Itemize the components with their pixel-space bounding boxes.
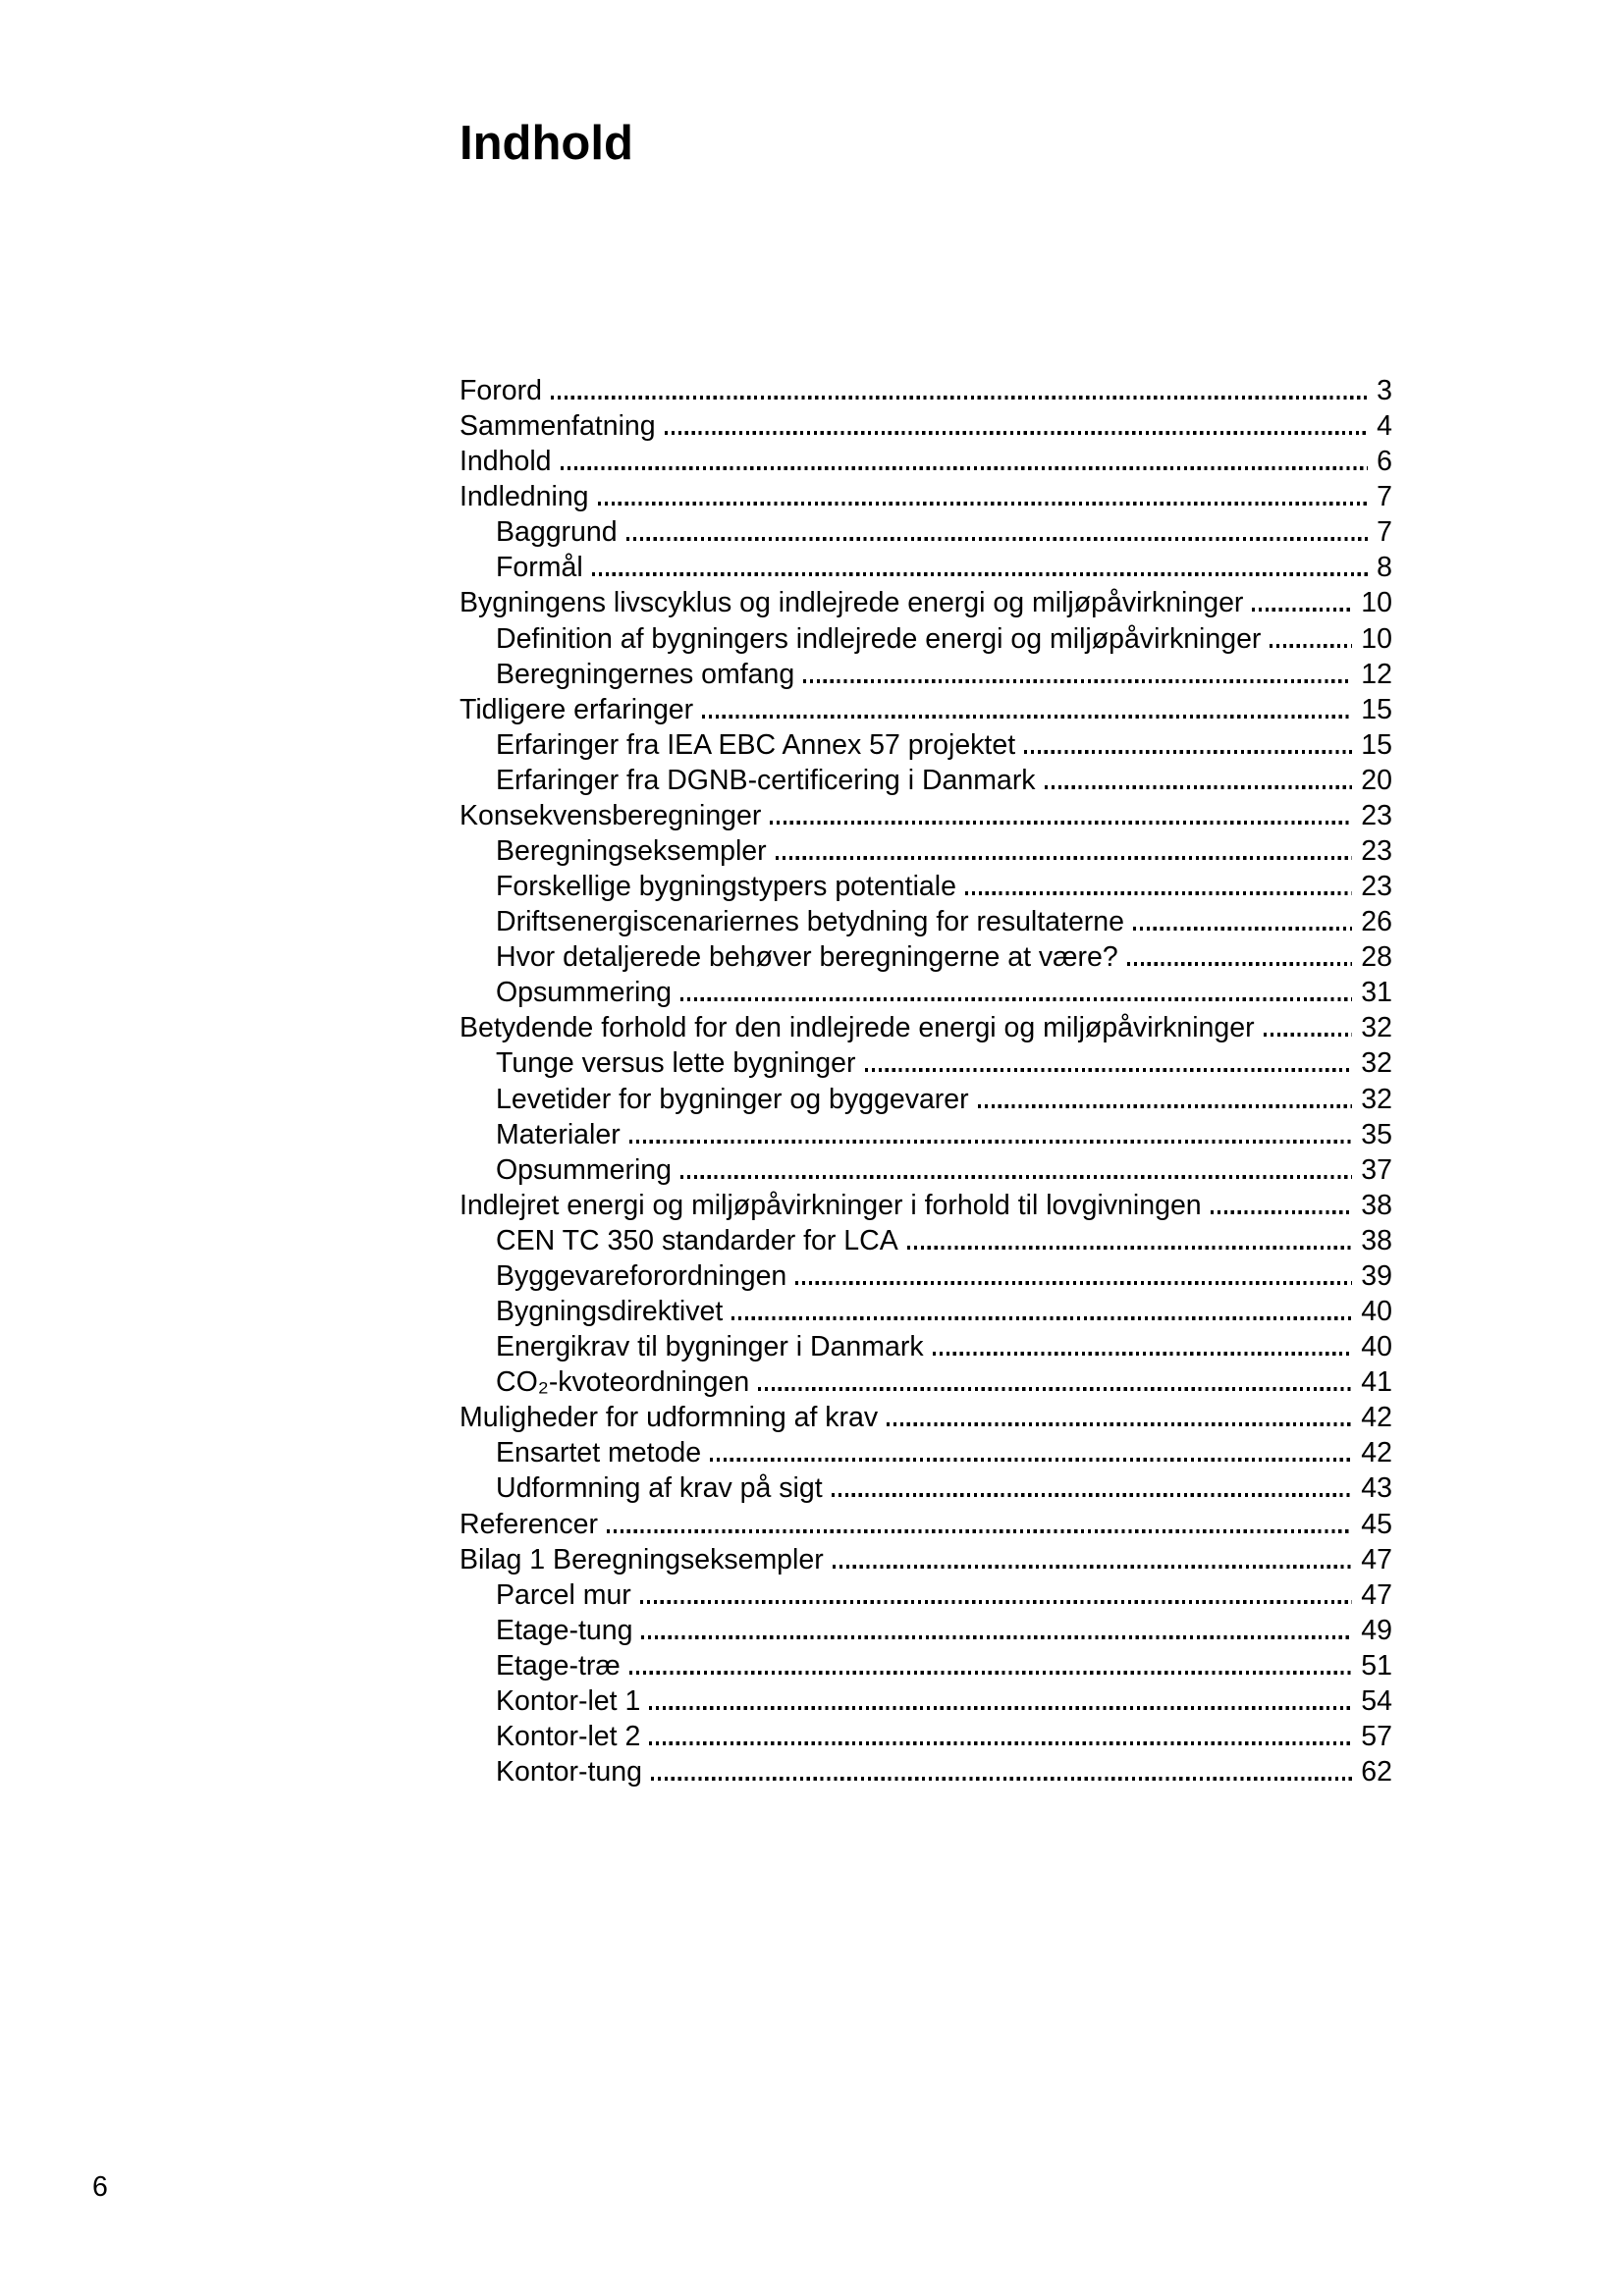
- toc-entry-page-number: 4: [1377, 410, 1392, 443]
- dot-leader: [561, 466, 1369, 470]
- toc-entry: [460, 729, 1392, 765]
- toc-entry: [460, 1084, 1392, 1119]
- toc-entry: [460, 800, 1392, 835]
- toc-entry-page-number: 51: [1361, 1649, 1392, 1682]
- toc-entry-page-number: 6: [1377, 446, 1392, 478]
- toc-entry-label: Levetider for bygninger og byggevarer: [496, 1083, 969, 1115]
- toc-entry-page-number: 49: [1361, 1614, 1392, 1646]
- toc-entry: [460, 587, 1392, 622]
- dot-leader: [629, 1671, 1353, 1675]
- toc-entry-label: Udformning af krav på sigt: [496, 1472, 823, 1505]
- toc-entry-label: Beregningernes omfang: [496, 658, 795, 690]
- toc-entry-page-number: 47: [1361, 1543, 1392, 1575]
- dot-leader: [551, 396, 1368, 400]
- toc-entry-label: Driftsenergiscenariernes betydning for resultaterne: [496, 906, 1124, 938]
- toc-entry-page-number: 32: [1361, 1083, 1392, 1115]
- toc-entry-label: Indledning: [460, 481, 589, 513]
- dot-leader: [592, 572, 1368, 576]
- toc-entry: [460, 1544, 1392, 1579]
- dot-leader: [1264, 1033, 1353, 1037]
- toc-entry: [460, 1190, 1392, 1225]
- toc-entry: [460, 1260, 1392, 1296]
- toc-entry-page-number: 38: [1361, 1224, 1392, 1256]
- toc-entry-label: Indhold: [460, 446, 552, 478]
- dot-leader: [933, 1352, 1353, 1356]
- toc-entry: [460, 1012, 1392, 1047]
- toc-entry-page-number: 42: [1361, 1437, 1392, 1469]
- toc-entry-page-number: 15: [1361, 728, 1392, 761]
- toc-entry: [460, 375, 1392, 410]
- toc-entry-label: Formål: [496, 552, 583, 584]
- toc-entry-page-number: 28: [1361, 941, 1392, 974]
- dot-leader: [865, 1068, 1353, 1072]
- toc-entry: [460, 694, 1392, 729]
- toc-entry: [460, 1119, 1392, 1154]
- toc-entry-label: Forord: [460, 375, 542, 406]
- toc-entry: [460, 1509, 1392, 1544]
- dot-leader: [665, 431, 1369, 435]
- toc-entry: [460, 446, 1392, 481]
- page-title: Indhold: [460, 117, 633, 170]
- toc-entry-label: Erfaringer fra IEA EBC Annex 57 projektet: [496, 728, 1016, 761]
- toc-entry-page-number: 10: [1361, 587, 1392, 619]
- toc-entry-page-number: 39: [1361, 1259, 1392, 1292]
- toc-entry-page-number: 57: [1361, 1720, 1392, 1752]
- toc-entry-label: CO₂-kvoteordningen: [496, 1366, 750, 1399]
- dot-leader: [649, 1706, 1352, 1710]
- toc-entry-page-number: 35: [1361, 1118, 1392, 1150]
- toc-entry-label: Betydende forhold for den indlejrede energi og miljøpåvirkninger: [460, 1012, 1255, 1044]
- toc-entry-page-number: 45: [1361, 1508, 1392, 1540]
- toc-entry-label: Etage-træ: [496, 1649, 621, 1682]
- toc-entry-label: Bilag 1 Beregningseksempler: [460, 1543, 824, 1575]
- toc-entry-page-number: 40: [1361, 1331, 1392, 1363]
- toc-entry-page-number: 31: [1361, 977, 1392, 1009]
- dot-leader: [641, 1635, 1352, 1639]
- dot-leader: [907, 1246, 1353, 1250]
- toc-entry: [460, 1756, 1392, 1791]
- toc-entry: [460, 516, 1392, 552]
- dot-leader: [598, 502, 1369, 506]
- toc-entry: [460, 1331, 1392, 1366]
- toc-entry-label: Byggevareforordningen: [496, 1259, 787, 1292]
- toc-entry-label: Definition af bygningers indlejrede energi og miljøpåvirkninger: [496, 622, 1262, 655]
- toc-entry-label: Opsummering: [496, 977, 672, 1009]
- toc-entry: [460, 1366, 1392, 1402]
- toc-entry-page-number: 8: [1377, 552, 1392, 584]
- toc-entry-page-number: 23: [1361, 835, 1392, 868]
- dot-leader: [702, 715, 1352, 719]
- toc-entry-page-number: 12: [1361, 658, 1392, 690]
- toc-entry-page-number: 23: [1361, 871, 1392, 903]
- toc-entry-label: Ensartet metode: [496, 1437, 702, 1469]
- toc-entry-page-number: 23: [1361, 799, 1392, 831]
- dot-leader: [803, 679, 1352, 683]
- dot-leader: [680, 1175, 1352, 1179]
- toc-entry: [460, 1402, 1392, 1437]
- dot-leader: [1127, 962, 1353, 966]
- toc-entry: [460, 1579, 1392, 1615]
- dot-leader: [758, 1387, 1352, 1391]
- toc-entry-page-number: 32: [1361, 1047, 1392, 1080]
- toc-entry-label: Forskellige bygningstypers potentiale: [496, 871, 956, 903]
- toc-entry-label: Erfaringer fra DGNB-certificering i Danmark: [496, 764, 1036, 796]
- toc-entry: [460, 906, 1392, 941]
- dot-leader: [629, 1140, 1353, 1144]
- dot-leader: [1270, 644, 1352, 648]
- toc-entry-page-number: 38: [1361, 1189, 1392, 1221]
- footer-page-number: 6: [92, 2171, 108, 2203]
- dot-leader: [731, 1316, 1352, 1320]
- toc-entry-page-number: 47: [1361, 1578, 1392, 1611]
- toc-entry: [460, 552, 1392, 587]
- toc-entry-page-number: 7: [1377, 516, 1392, 549]
- dot-leader: [978, 1104, 1353, 1108]
- toc-entry-page-number: 62: [1361, 1756, 1392, 1789]
- toc-entry: [460, 1615, 1392, 1650]
- toc-entry: [460, 481, 1392, 516]
- dot-leader: [607, 1529, 1352, 1533]
- toc-entry-label: Konsekvensberegninger: [460, 799, 762, 831]
- toc-entry-label: Bygningsdirektivet: [496, 1296, 724, 1328]
- toc-entry-page-number: 20: [1361, 764, 1392, 796]
- dot-leader: [965, 891, 1352, 895]
- dot-leader: [832, 1493, 1353, 1497]
- toc-entry: [460, 871, 1392, 906]
- toc-entry-label: Bygningens livscyklus og indlejrede energi og miljøpåvirkninger: [460, 587, 1244, 619]
- toc-entry-page-number: 41: [1361, 1366, 1392, 1399]
- toc-entry: [460, 941, 1392, 977]
- toc-entry: [460, 1721, 1392, 1756]
- dot-leader: [651, 1777, 1352, 1781]
- toc-entry-label: Referencer: [460, 1508, 598, 1540]
- dot-leader: [1133, 927, 1352, 931]
- toc-entry-label: CEN TC 350 standarder for LCA: [496, 1224, 898, 1256]
- toc-entry-label: Etage-tung: [496, 1614, 633, 1646]
- toc-entry-page-number: 40: [1361, 1296, 1392, 1328]
- toc-list: [460, 375, 1392, 1791]
- toc-entry-page-number: 43: [1361, 1472, 1392, 1505]
- dot-leader: [1024, 750, 1352, 754]
- toc-entry-label: Materialer: [496, 1118, 621, 1150]
- toc-entry-page-number: 54: [1361, 1684, 1392, 1717]
- toc-entry-label: Sammenfatning: [460, 410, 656, 443]
- toc-entry-label: Kontor-let 1: [496, 1684, 641, 1717]
- dot-leader: [710, 1458, 1352, 1462]
- toc-entry: [460, 1047, 1392, 1083]
- toc-entry-page-number: 7: [1377, 481, 1392, 513]
- toc-entry-label: Energikrav til bygninger i Danmark: [496, 1331, 924, 1363]
- dot-leader: [770, 821, 1352, 825]
- dot-leader: [626, 537, 1369, 541]
- dot-leader: [887, 1422, 1352, 1426]
- toc-entry: [460, 1225, 1392, 1260]
- toc-entry-page-number: 42: [1361, 1402, 1392, 1434]
- toc-entry-page-number: 26: [1361, 906, 1392, 938]
- toc-entry-label: Indlejret energi og miljøpåvirkninger i forhold til lovgivningen: [460, 1189, 1202, 1221]
- toc-entry-page-number: 32: [1361, 1012, 1392, 1044]
- toc-entry-label: Beregningseksempler: [496, 835, 767, 868]
- toc-entry: [460, 1437, 1392, 1472]
- toc-entry: [460, 1650, 1392, 1685]
- dot-leader: [640, 1600, 1353, 1604]
- toc-entry: [460, 765, 1392, 800]
- toc-entry: [460, 977, 1392, 1012]
- dot-leader: [1045, 785, 1353, 789]
- dot-leader: [776, 856, 1353, 860]
- toc-entry-label: Opsummering: [496, 1153, 672, 1186]
- toc-entry-page-number: 15: [1361, 693, 1392, 725]
- dot-leader: [795, 1281, 1352, 1285]
- toc-entry-page-number: 3: [1377, 375, 1392, 406]
- toc-entry-label: Tidligere erfaringer: [460, 693, 694, 725]
- dot-leader: [649, 1741, 1352, 1745]
- toc-entry-label: Kontor-tung: [496, 1756, 642, 1789]
- toc-entry-page-number: 10: [1361, 622, 1392, 655]
- toc-entry: [460, 1154, 1392, 1190]
- toc-entry: [460, 835, 1392, 871]
- toc-entry-label: Kontor-let 2: [496, 1720, 641, 1752]
- toc-entry: [460, 1296, 1392, 1331]
- toc-entry: [460, 1685, 1392, 1721]
- dot-leader: [680, 997, 1352, 1001]
- toc-entry: [460, 410, 1392, 446]
- toc-entry-page-number: 37: [1361, 1153, 1392, 1186]
- dot-leader: [833, 1565, 1353, 1569]
- toc-entry-label: Baggrund: [496, 516, 618, 549]
- dot-leader: [1211, 1210, 1353, 1214]
- toc-entry-label: Parcel mur: [496, 1578, 631, 1611]
- toc-entry-label: Hvor detaljerede behøver beregningerne at være?: [496, 941, 1118, 974]
- toc-entry-label: Muligheder for udformning af krav: [460, 1402, 879, 1434]
- toc-entry: [460, 659, 1392, 694]
- toc-entry: [460, 1472, 1392, 1508]
- toc-entry: [460, 623, 1392, 659]
- dot-leader: [1252, 608, 1352, 612]
- toc-entry-label: Tunge versus lette bygninger: [496, 1047, 856, 1080]
